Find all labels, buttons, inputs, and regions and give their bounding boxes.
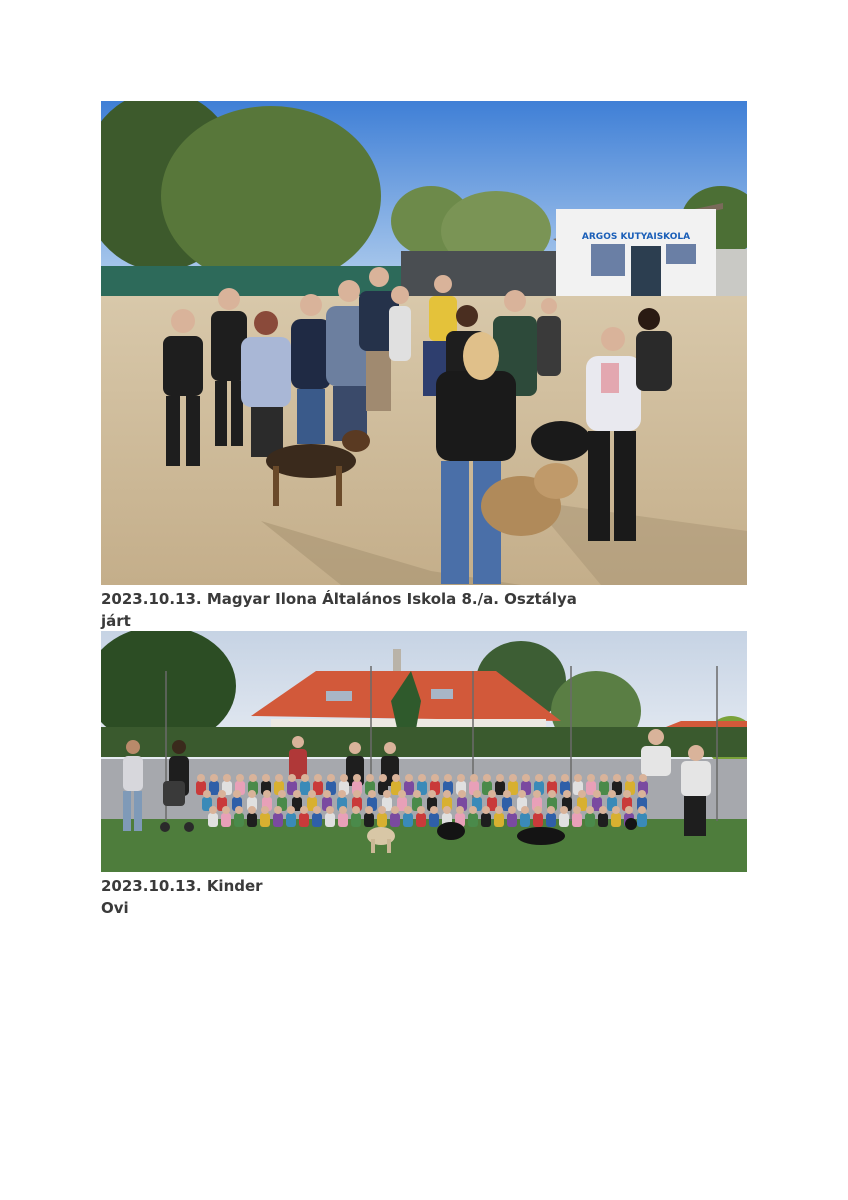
children-group: [196, 774, 648, 827]
photo-kindergarten-visit: [101, 631, 747, 872]
caption-kindergarten-visit-line2: Ovi: [101, 899, 129, 917]
caption-kindergarten-visit: [101, 875, 601, 919]
photo-kindergarten-visit-image: [101, 631, 747, 872]
caption-kindergarten-visit-line1: 2023.10.13. Kinder: [101, 877, 263, 895]
building-sign: ARGOS KUTYAISKOLA: [581, 232, 691, 242]
photo-school-visit-image: [101, 101, 747, 585]
photo-school-visit: [101, 101, 747, 585]
caption-school-visit-line1: 2023.10.13. Magyar Ilona Általános Iskola 8./a. Osztálya járt: [101, 590, 577, 630]
